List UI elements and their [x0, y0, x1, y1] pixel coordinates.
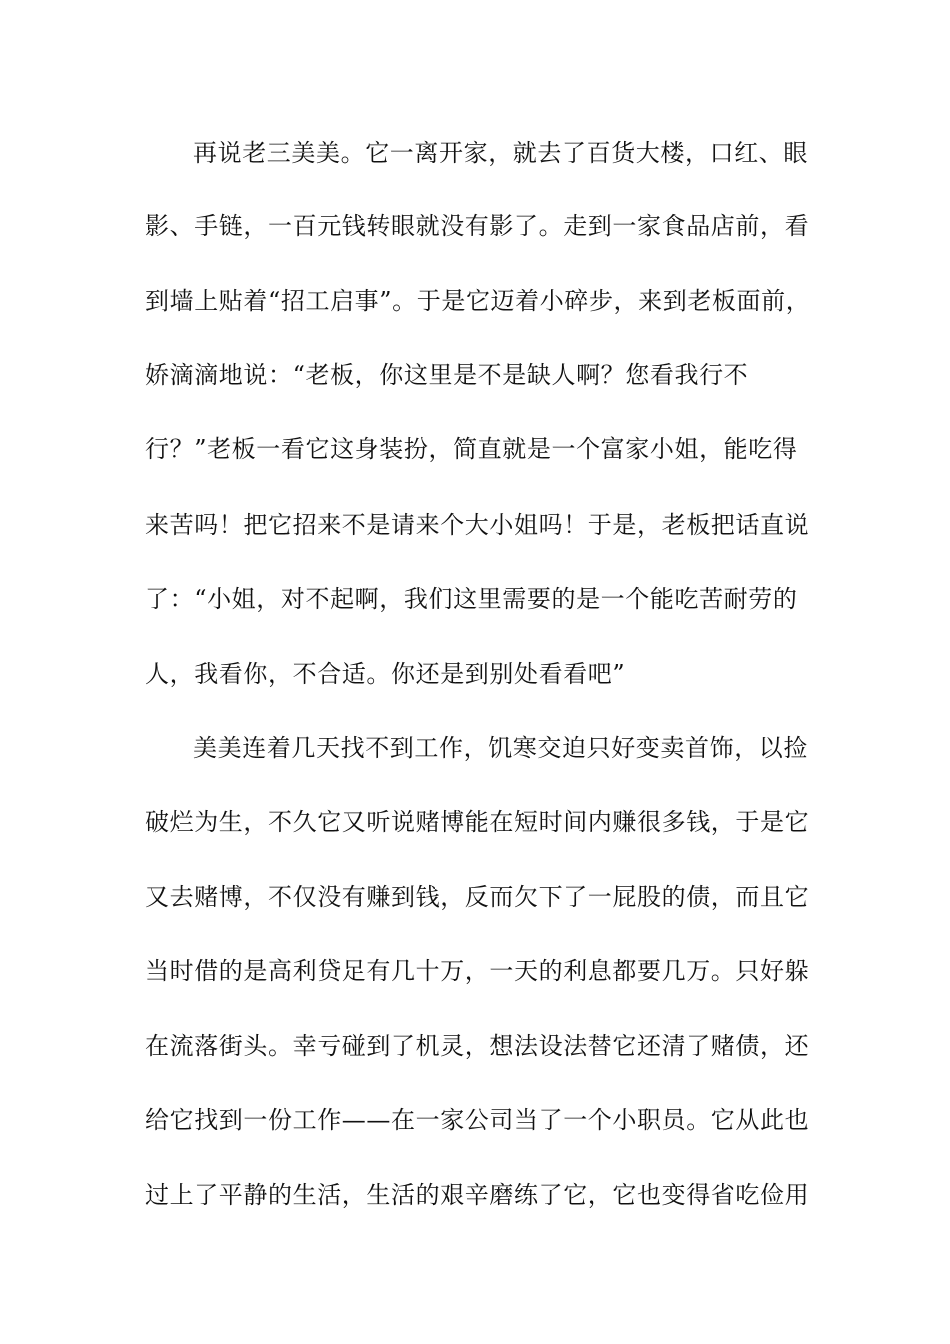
text-line: 娇滴滴地说：“老板，你这里是不是缺人啊？您看我行不	[145, 361, 749, 389]
text-line: 当时借的是高利贷足有几十万，一天的利息都要几万。只好躲	[145, 957, 810, 985]
text-line: 到墙上贴着“招工启事”。于是它迈着小碎步，来到老板面前，	[145, 287, 811, 315]
text-line: 又去赌博，不仅没有赚到钱，反而欠下了一屁股的债，而且它	[145, 883, 810, 911]
text-line: 来苦吗！把它招来不是请来个大小姐吗！于是，老板把话直说	[145, 511, 810, 539]
text-line: 行？”老板一看它这身装扮，简直就是一个富家小姐，能吃得	[145, 435, 798, 463]
text-line: 在流落街头。幸亏碰到了机灵，想法设法替它还清了赌债，还	[145, 1032, 810, 1060]
text-line: 破烂为生，不久它又听说赌博能在短时间内赚很多钱，于是它	[145, 808, 810, 836]
text-line: 美美连着几天找不到工作，饥寒交迫只好变卖首饰，以捡	[193, 734, 808, 762]
text-line: 人，我看你，不合适。你还是到别处看看吧”	[145, 660, 626, 688]
text-line: 再说老三美美。它一离开家，就去了百货大楼，口红、眼	[193, 139, 808, 167]
text-line: 给它找到一份工作——在一家公司当了一个小职员。它从此也	[145, 1106, 810, 1134]
text-line: 过上了平静的生活，生活的艰辛磨练了它，它也变得省吃俭用	[145, 1181, 810, 1209]
text-line: 了：“小姐，对不起啊，我们这里需要的是一个能吃苦耐劳的	[145, 585, 798, 613]
text-line: 影、手链，一百元钱转眼就没有影了。走到一家食品店前，看	[145, 212, 810, 240]
